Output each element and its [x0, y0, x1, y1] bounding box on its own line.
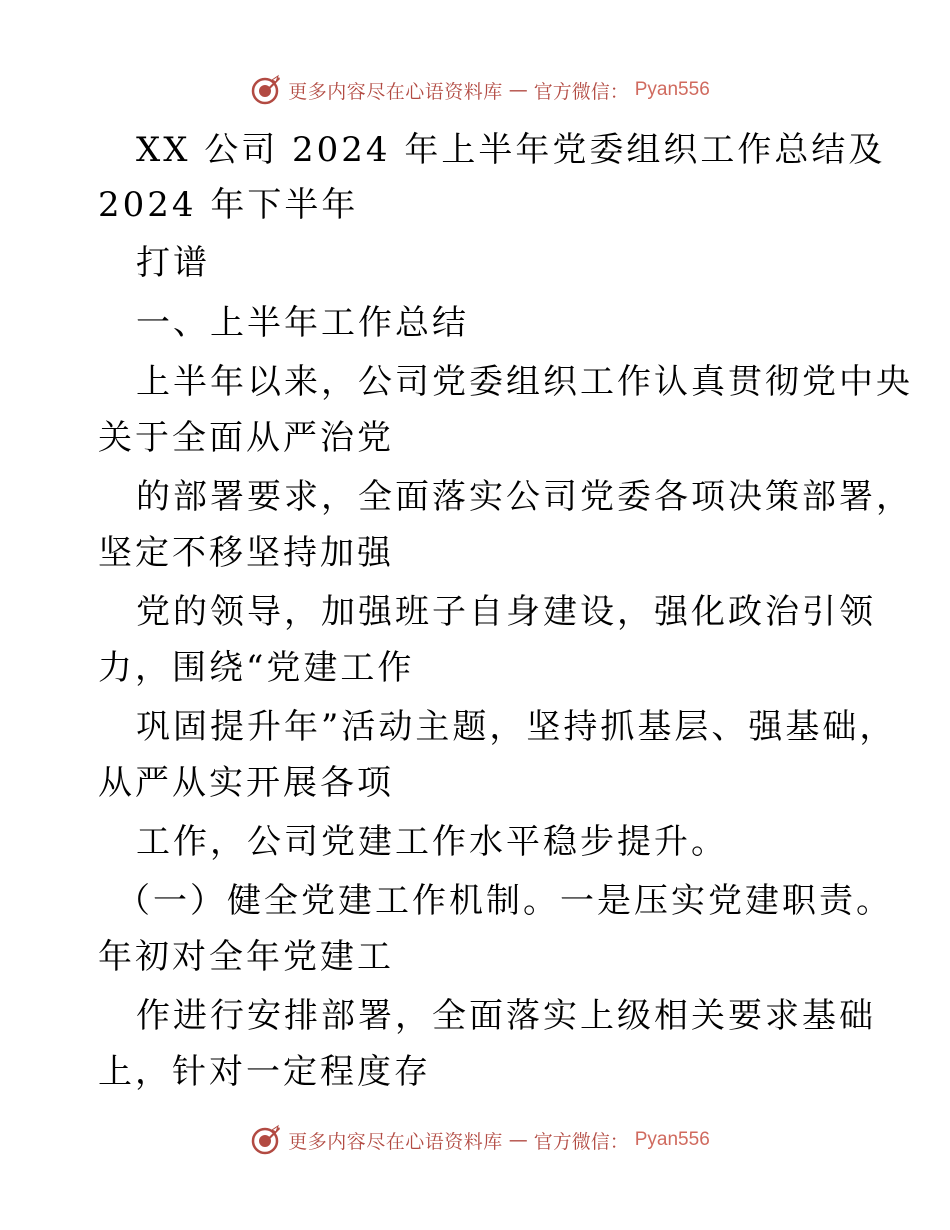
- doc-line-11: 巩固提升年”活动主题，坚持抓基层、强基础，: [136, 707, 897, 747]
- doc-line-13: 工作，公司党建工作水平稳步提升。: [136, 822, 728, 862]
- footer-banner: [0, 1120, 950, 1160]
- footer-banner-content: [250, 1124, 710, 1156]
- header-banner-content: [250, 74, 710, 106]
- footer-wechat-id: Pyan556: [634, 1129, 710, 1150]
- doc-line-15: 年初对全年党建工: [98, 937, 394, 977]
- doc-line-12: 从严从实开展各项: [98, 763, 394, 803]
- doc-title-line-1: XX 公司 2024 年上半年党委组织工作总结及: [136, 130, 886, 170]
- doc-line-9: 党的领导，加强班子自身建设，强化政治引领: [136, 592, 876, 632]
- doc-line-3: 打谱: [136, 243, 210, 283]
- doc-line-5: 上半年以来，公司党委组织工作认真贯彻党中央: [136, 362, 913, 402]
- footer-brand-text: 更多内容尽在心语资料库: [288, 1130, 503, 1153]
- header-brand-text: 更多内容尽在心语资料库: [288, 80, 503, 103]
- section-heading-1: 一、上半年工作总结: [136, 303, 469, 343]
- doc-title-line-2: 2024 年下半年: [98, 185, 359, 225]
- header-banner: [0, 70, 950, 110]
- quill-logo-icon: [250, 1124, 282, 1156]
- doc-line-10: 力，围绕“党建工作: [98, 648, 415, 688]
- header-wechat-label: 官方微信：: [533, 80, 629, 103]
- doc-line-16: 作进行安排部署，全面落实上级相关要求基础: [136, 996, 876, 1036]
- header-wechat-id: Pyan556: [634, 79, 710, 100]
- doc-line-14: （一）健全党建工作机制。一是压实党建职责。: [116, 881, 893, 921]
- doc-line-17: 上，针对一定程度存: [98, 1052, 431, 1092]
- doc-line-7: 的部署要求，全面落实公司党委各项决策部署，: [136, 477, 913, 517]
- footer-wechat-label: 官方微信：: [533, 1130, 629, 1153]
- doc-line-8: 坚定不移坚持加强: [98, 533, 394, 573]
- header-separator: —: [508, 79, 528, 101]
- footer-separator: —: [508, 1129, 528, 1151]
- doc-line-6: 关于全面从严治党: [98, 418, 394, 458]
- quill-logo-icon: [250, 74, 282, 106]
